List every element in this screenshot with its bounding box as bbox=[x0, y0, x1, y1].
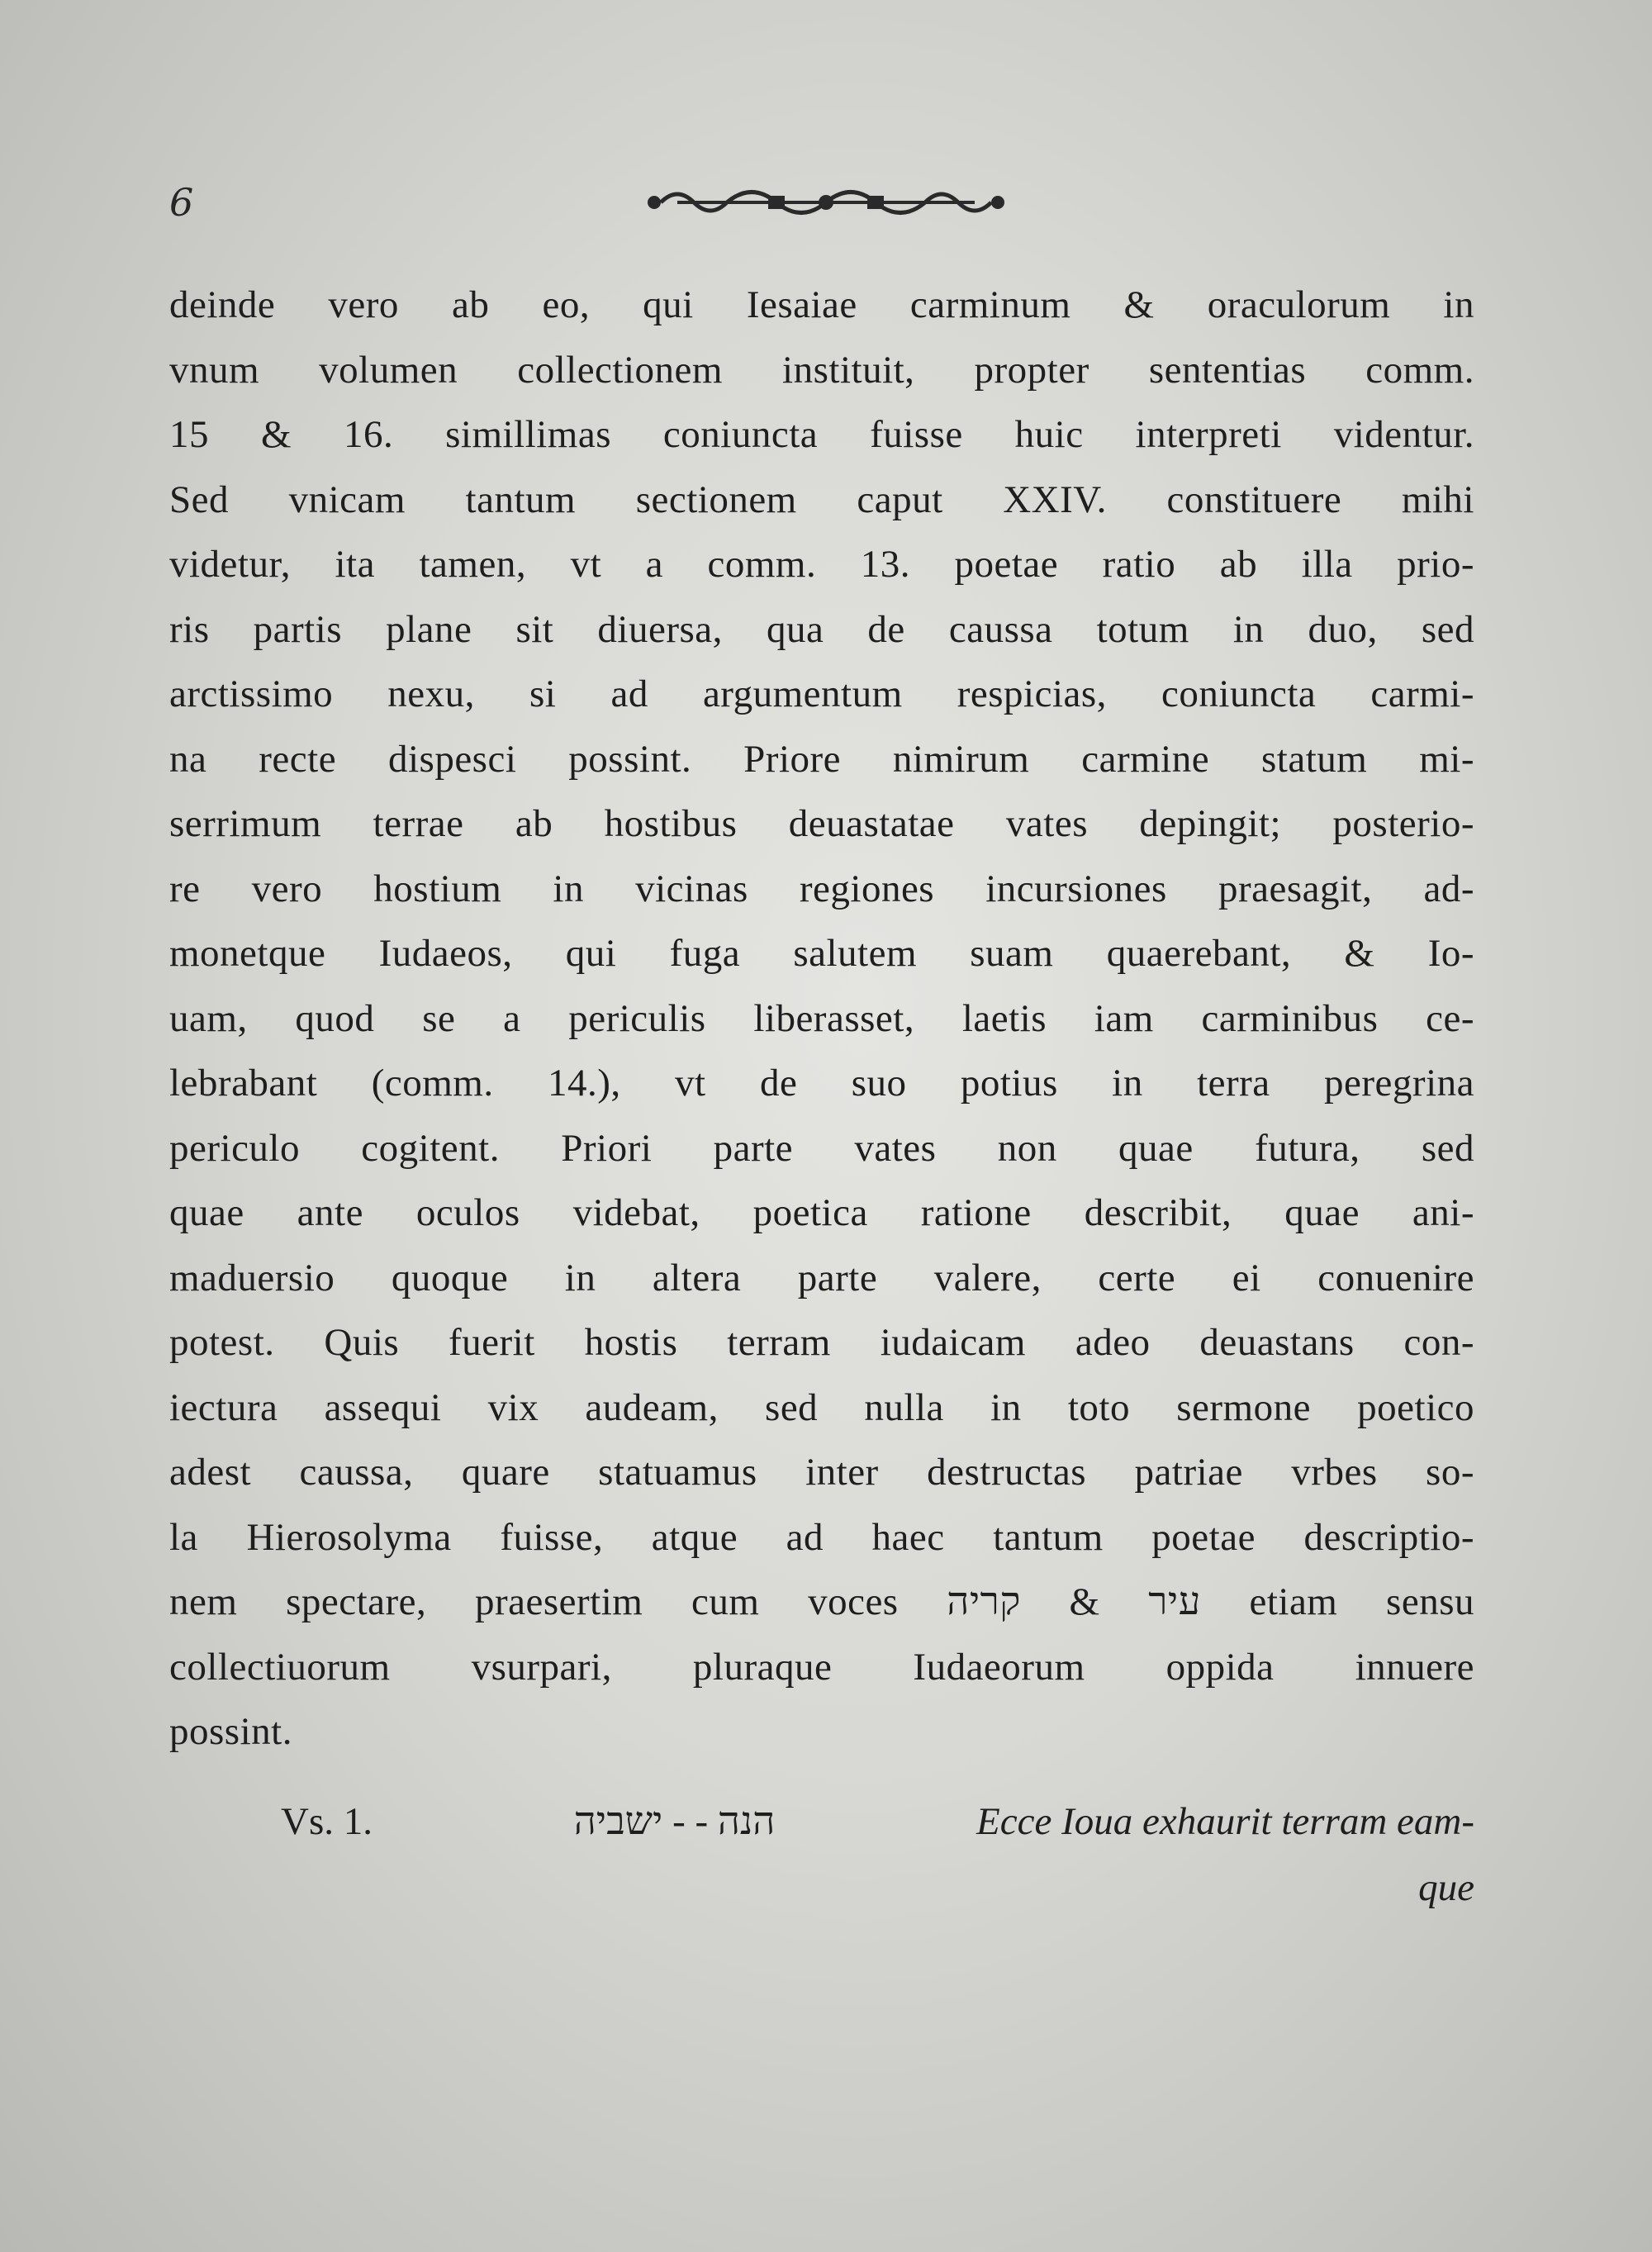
body-text bbox=[169, 273, 1474, 1765]
text-line: iectura assequi vix audeam, sed nulla in toto sermone poetico bbox=[169, 1385, 1474, 1429]
text-line: periculo cogitent. Priori parte vates non quae futura, sed bbox=[169, 1126, 1474, 1170]
text-line: quae ante oculos videbat, poetica ratione describit, quae ani- bbox=[169, 1191, 1474, 1234]
text-line: nem spectare, praesertim cum voces עיר & קריה etiam sensu bbox=[169, 1580, 1474, 1623]
verse-label: Vs. 1. bbox=[281, 1800, 373, 1843]
ornament-divider-icon bbox=[644, 178, 1008, 227]
text-line: arctissimo nexu, si ad argumentum respicias, coniuncta carmi- bbox=[169, 672, 1474, 715]
catchword: que bbox=[1418, 1866, 1474, 1909]
text-line: adest caussa, quare statuamus inter destructas patriae vrbes so- bbox=[169, 1451, 1474, 1494]
text-line: potest. Quis fuerit hostis terram iudaicam adeo deuastans con- bbox=[169, 1321, 1474, 1364]
text-line: re vero hostium in vicinas regiones incursiones praesagit, ad- bbox=[169, 867, 1474, 910]
text-line: serrimum terrae ab hostibus deuastatae vates depingit; posterio- bbox=[169, 802, 1474, 845]
text-line: na recte dispesci possint. Priore nimirum carmine statum mi- bbox=[169, 737, 1474, 781]
text-line: Sed vnicam tantum sectionem caput XXIV. constituere mihi bbox=[169, 477, 1474, 521]
verse-heading bbox=[281, 1789, 1474, 1855]
text-line: maduersio quoque in altera parte valere, certe ei conuenire bbox=[169, 1256, 1474, 1299]
text-line: monetque Iudaeos, qui fuga salutem suam quaerebant, & Io- bbox=[169, 932, 1474, 975]
text-line: vnum volumen collectionem instituit, propter sententias comm. bbox=[169, 348, 1474, 392]
page-number: 6 bbox=[169, 180, 194, 225]
text-line: 15 & 16. simillimas coniuncta fuisse huic interpreti videntur. bbox=[169, 413, 1474, 456]
text-line: collectiuorum vsurpari, pluraque Iudaeorum oppida innuere bbox=[169, 1645, 1474, 1689]
text-line: deinde vero ab eo, qui Iesaiae carminum & oraculorum in bbox=[169, 283, 1474, 326]
text-line: possint. bbox=[169, 1710, 292, 1753]
text-line: videtur, ita tamen, vt a comm. 13. poetae ratio ab illa prio- bbox=[169, 543, 1474, 586]
text-line: uam, quod se a periculis liberasset, laetis iam carminibus ce- bbox=[169, 996, 1474, 1040]
text-line: la Hierosolyma fuisse, atque ad haec tantum poetae descriptio- bbox=[169, 1515, 1474, 1559]
text-line: ris partis plane sit diuersa, qua de caussa totum in duo, sed bbox=[169, 607, 1474, 651]
text-line: lebrabant (comm. 14.), vt de suo potius in terra peregrina bbox=[169, 1062, 1474, 1105]
verse-translation: Ecce Ioua exhaurit terram eam- bbox=[976, 1800, 1474, 1843]
verse-hebrew: הנה - - ישביה bbox=[573, 1800, 776, 1843]
